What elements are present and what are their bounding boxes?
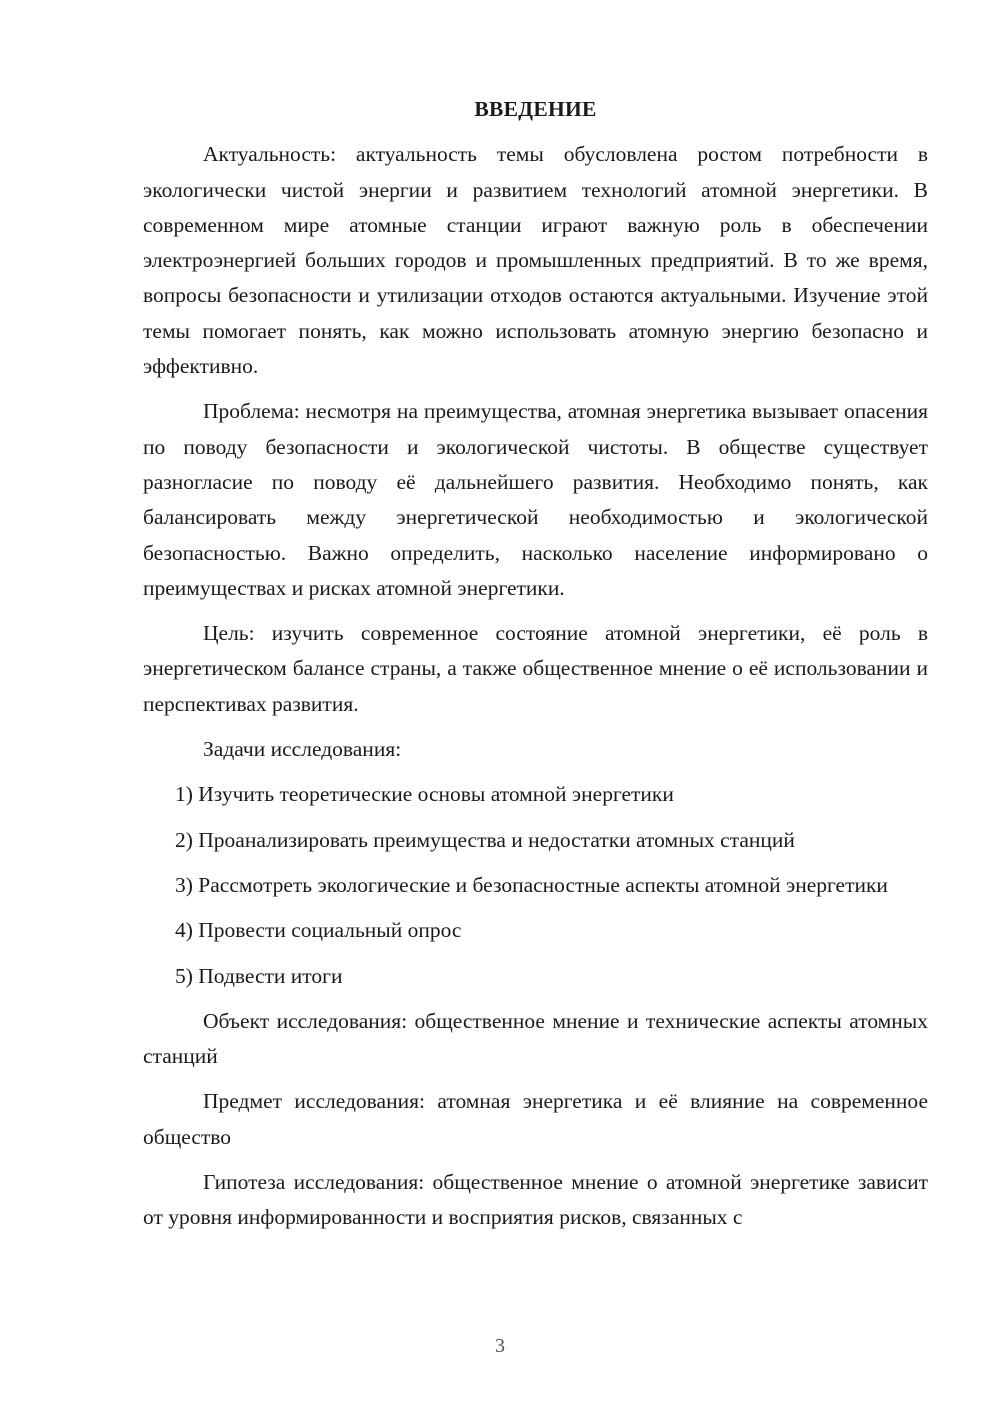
page-number: 3	[495, 1335, 505, 1357]
section-title: ВВЕДЕНИЕ	[474, 97, 597, 121]
tasks-heading: Задачи исследования:	[203, 737, 402, 762]
paragraph-hypothesis: Гипотеза исследования: общественное мнение о атомной энергетике зависит от уровня информированности и восприятия рисков, связанных с	[143, 1170, 928, 1230]
task-item: 1) Изучить теоретические основы атомной энергетики	[175, 782, 674, 807]
paragraph-subject: Предмет исследования: атомная энергетика и её влияние на современное общество	[143, 1089, 928, 1149]
paragraph-object: Объект исследования: общественное мнение и технические аспекты атомных станций	[143, 1008, 928, 1069]
paragraph-problem: Проблема: несмотря на преимущества, атомная энергетика вызывает опасения по поводу безопасности и экологической чистоты. В обществе существует разногласие по поводу её дальнейшего развития. Необходимо понять, как балансировать между энергетической необходимостью и экологической безопасностью. Важно определить, насколько население информировано о преимуществах и рисках атомной энергетики.	[143, 399, 928, 600]
task-item: 5) Подвести итоги	[175, 963, 343, 988]
task-item: 4) Провести социальный опрос	[175, 918, 462, 943]
document-page	[143, 92, 928, 1246]
task-item: 3) Рассмотреть экологические и безопасностные аспекты атомной энергетики	[175, 872, 888, 897]
paragraph-goal: Цель: изучить современное состояние атомной энергетики, её роль в энергетическом балансе страны, а также общественное мнение о её использовании и перспективах развития.	[143, 621, 928, 716]
task-item: 2) Проанализировать преимущества и недостатки атомных станций	[175, 827, 795, 852]
paragraph-relevance: Актуальность: актуальность темы обусловлена ростом потребности в экологически чистой энергии и развитием технологий атомной энергетики. В современном мире атомные станции играют важную роль в обеспечении электроэнергией больших городов и промышленных предприятий. В то же время, вопросы безопасности и утилизации отходов остаются актуальными. Изучение этой темы помогает понять, как можно использовать атомную энергию безопасно и эффективно.	[143, 142, 928, 379]
